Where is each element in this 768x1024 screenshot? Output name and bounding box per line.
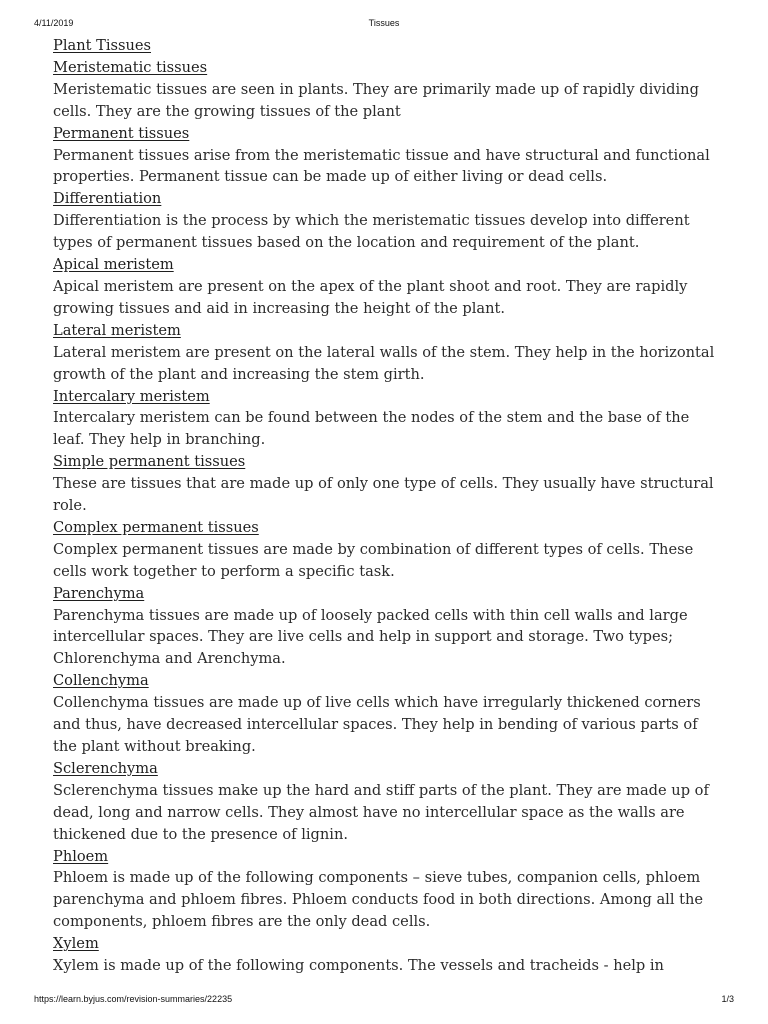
section-text-collenchyma: Collenchyma tissues are made up of live cells which have irregularly thickened corners and thus, have decreased intercellular spaces. They help in bending of various parts of the plant without breaking. [53, 694, 701, 755]
section-heading-differentiation: Differentiation [53, 190, 162, 208]
section-text-sclerenchyma: Sclerenchyma tissues make up the hard and stiff parts of the plant. They are made up of dead, long and narrow cells. They almost have no intercellular space as the walls are thickened due to the presence of lignin. [53, 781, 709, 843]
section-text-apical-meristem: Apical meristem are present on the apex of the plant shoot and root. They are rapidly growing tissues and aid in increasing the height of the plant. [53, 277, 688, 317]
section-text-xylem: Xylem is made up of the following components. The vessels and tracheids - help in [53, 957, 664, 975]
section-text-simple-permanent: These are tissues that are made up of only one type of cells. They usually have structural role. [53, 475, 714, 515]
section-heading-intercalary-meristem: Intercalary meristem [53, 387, 210, 405]
section-heading-permanent: Permanent tissues [53, 124, 190, 142]
section-text-intercalary-meristem: Intercalary meristem can be found between the nodes of the stem and the base of the leaf. They help in branching. [53, 409, 690, 449]
section-text-differentiation: Differentiation is the process by which the meristematic tissues develop into different types of permanent tissues based on the location and requirement of the plant. [53, 212, 690, 252]
source-url: https://learn.byjus.com/revision-summaries/22235 [34, 994, 233, 1004]
section-heading-complex-permanent: Complex permanent tissues [53, 518, 259, 536]
page-number: 1/3 [721, 994, 734, 1004]
section-heading-parenchyma: Parenchyma [53, 584, 145, 602]
section-text-phloem: Phloem is made up of the following components – sieve tubes, companion cells, phloem parenchyma and phloem fibres. Phloem conducts food in both directions. Among all the components, phloem fibres are the only dead cells. [53, 869, 704, 931]
section-text-parenchyma: Parenchyma tissues are made up of loosely packed cells with thin cell walls and large intercellular spaces. They are live cells and help in support and storage. Two types; Chlorenchyma and Arenchyma. [53, 606, 688, 668]
section-text-meristematic: Meristematic tissues are seen in plants. They are primarily made up of rapidly dividing cells. They are the growing tissues of the plant [53, 80, 699, 120]
section-heading-sclerenchyma: Sclerenchyma [53, 759, 158, 777]
section-heading-apical-meristem: Apical meristem [53, 256, 174, 274]
section-heading-lateral-meristem: Lateral meristem [53, 321, 181, 339]
section-text-complex-permanent: Complex permanent tissues are made by combination of different types of cells. These cells work together to perform a specific task. [53, 540, 694, 580]
document-title: Plant Tissues [53, 37, 151, 54]
section-heading-meristematic: Meristematic tissues [53, 58, 208, 76]
section-heading-collenchyma: Collenchyma [53, 672, 149, 690]
print-title: Tissues [368, 18, 400, 28]
section-heading-xylem: Xylem [53, 935, 99, 953]
print-header [0, 18, 768, 32]
section-heading-phloem: Phloem [53, 847, 109, 865]
print-footer [0, 994, 768, 1008]
print-date: 4/11/2019 [34, 18, 74, 28]
section-heading-simple-permanent: Simple permanent tissues [53, 453, 246, 471]
document-body [53, 35, 725, 979]
section-text-permanent: Permanent tissues arise from the meristematic tissue and have structural and functional properties. Permanent tissue can be made up of either living or dead cells. [53, 146, 710, 186]
section-text-lateral-meristem: Lateral meristem are present on the lateral walls of the stem. They help in the horizontal growth of the plant and increasing the stem girth. [53, 343, 715, 383]
